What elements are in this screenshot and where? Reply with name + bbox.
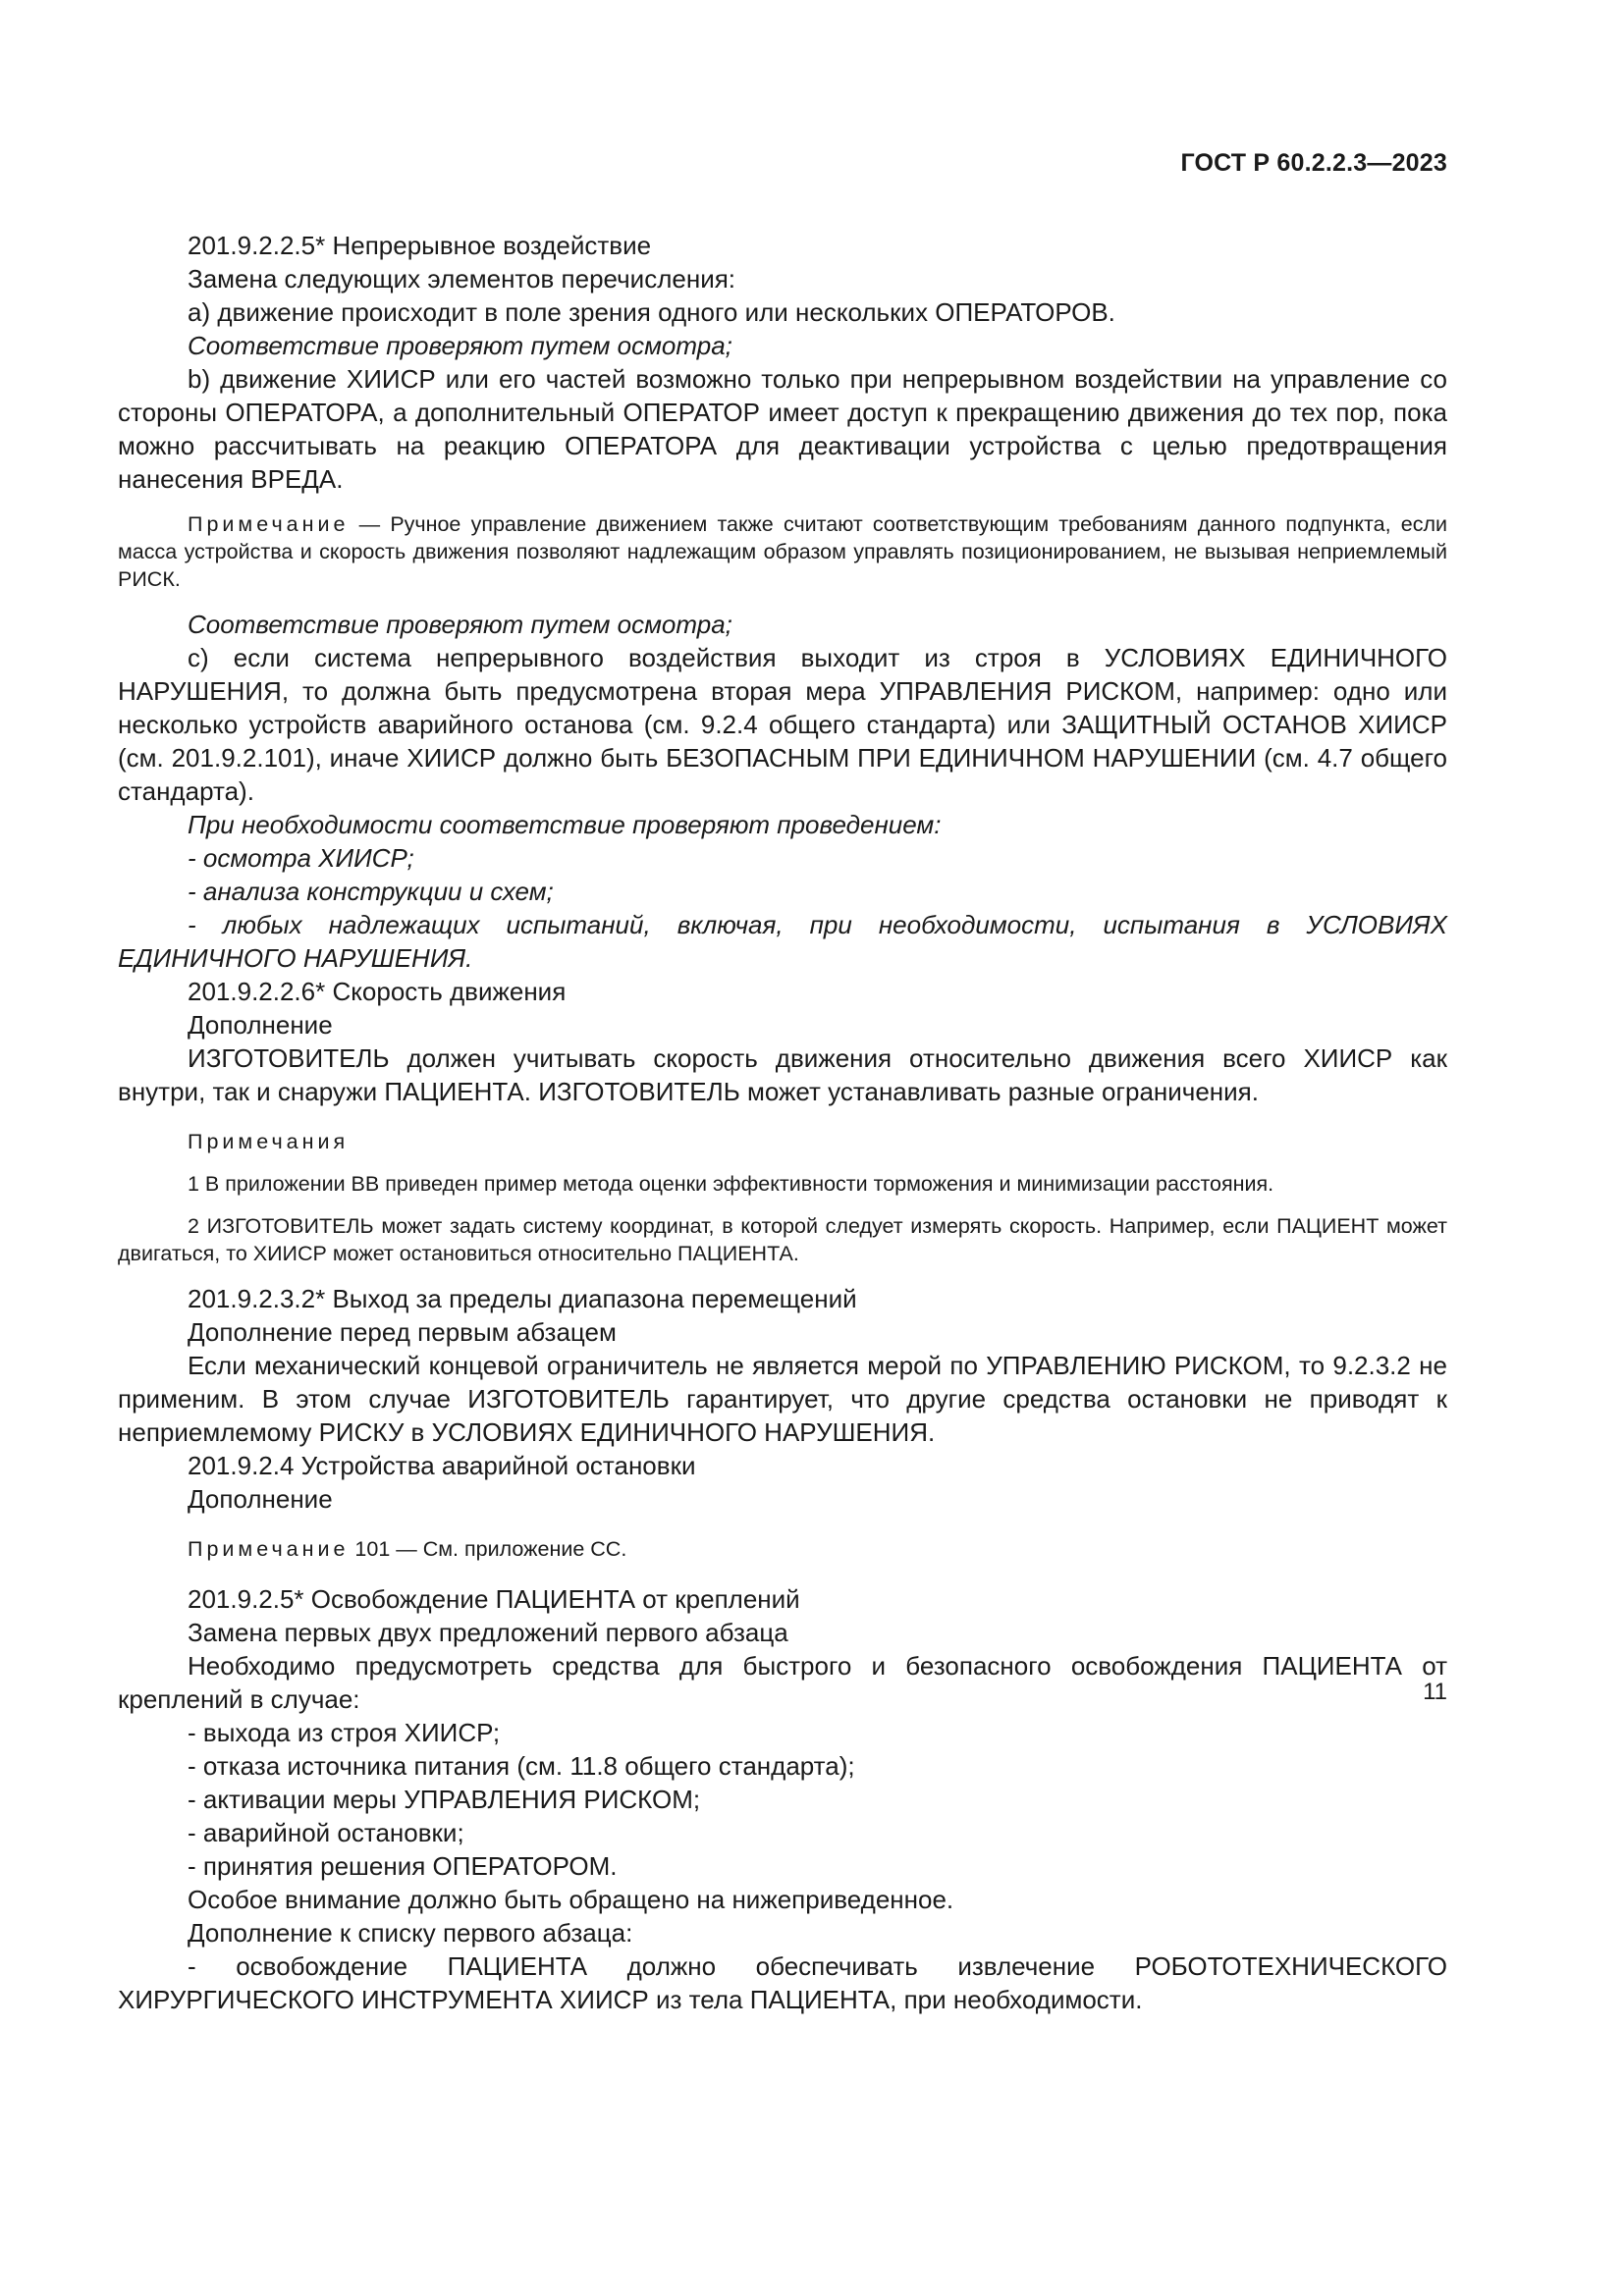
note-label: Примечание bbox=[188, 512, 350, 536]
list-item: - осмотра ХИИСР; bbox=[188, 843, 414, 873]
note-text: — Ручное управление движением также считают соответствующим требованиям данного подпункта, если масса устройства и скорость движения позволяют надлежащим образом управлять позиционированием, не вызывая неприемлемый РИСК. bbox=[118, 512, 1447, 591]
note bbox=[118, 1535, 1447, 1563]
list-item: - анализа конструкции и схем; bbox=[188, 877, 554, 906]
notes-label: Примечания bbox=[188, 1130, 350, 1153]
paragraph: Дополнение bbox=[188, 1010, 333, 1040]
paragraph: Необходимо предусмотреть средства для быстрого и безопасного освобождения ПАЦИЕНТА от креплений в случае: bbox=[118, 1651, 1447, 1714]
document-body bbox=[118, 229, 1447, 2016]
note bbox=[118, 510, 1447, 593]
compliance-check: Соответствие проверяют путем осмотра; bbox=[188, 331, 732, 360]
compliance-check: При необходимости соответствие проверяют проведением: bbox=[188, 810, 942, 839]
compliance-check: Соответствие проверяют путем осмотра; bbox=[188, 610, 732, 639]
list-item: b) движение ХИИСР или его частей возможно только при непрерывном воздействии на управление со стороны ОПЕРАТОРА, а дополнительный ОПЕРАТОР имеет доступ к прекращению движения до тех пор, пока можно рассчитывать на реакцию ОПЕРАТОРА для деактивации устройства с целью предотвращения нанесения ВРЕДА. bbox=[118, 364, 1447, 494]
list-item: - выхода из строя ХИИСР; bbox=[188, 1718, 501, 1747]
list-item: - аварийной остановки; bbox=[188, 1818, 464, 1847]
paragraph: Дополнение к списку первого абзаца: bbox=[188, 1918, 633, 1948]
clause-heading: 201.9.2.5* Освобождение ПАЦИЕНТА от креплений bbox=[188, 1584, 800, 1614]
list-item: - принятия решения ОПЕРАТОРОМ. bbox=[188, 1851, 618, 1881]
note: 2 ИЗГОТОВИТЕЛЬ может задать систему координат, в которой следует измерять скорость. Например, если ПАЦИЕНТ может двигаться, то ХИИСР может остановиться относительно ПАЦИЕНТА. bbox=[118, 1214, 1447, 1265]
paragraph: Дополнение перед первым абзацем bbox=[188, 1317, 617, 1347]
paragraph: ИЗГОТОВИТЕЛЬ должен учитывать скорость движения относительно движения всего ХИИСР как внутри, так и снаружи ПАЦИЕНТА. ИЗГОТОВИТЕЛЬ может устанавливать разные ограничения. bbox=[118, 1043, 1447, 1106]
clause-heading: 201.9.2.3.2* Выход за пределы диапазона перемещений bbox=[188, 1284, 857, 1313]
note-text: 101 — См. приложение СС. bbox=[349, 1537, 627, 1561]
list-item: - отказа источника питания (см. 11.8 общего стандарта); bbox=[188, 1751, 855, 1781]
note-label: Примечание bbox=[188, 1537, 350, 1561]
list-item: - любых надлежащих испытаний, включая, при необходимости, испытания в УСЛОВИЯХ ЕДИНИЧНОГО НАРУШЕНИЯ. bbox=[118, 910, 1447, 973]
paragraph: Замена следующих элементов перечисления: bbox=[188, 264, 736, 294]
paragraph: Если механический концевой ограничитель не является мерой по УПРАВЛЕНИЮ РИСКОМ, то 9.2.3.2 не применим. В этом случае ИЗГОТОВИТЕЛЬ гарантирует, что другие средства остановки не приводят к неприемлемому РИСКУ в УСЛОВИЯХ ЕДИНИЧНОГО НАРУШЕНИЯ. bbox=[118, 1351, 1447, 1447]
clause-heading: 201.9.2.2.6* Скорость движения bbox=[188, 977, 567, 1006]
clause-heading: 201.9.2.4 Устройства аварийной остановки bbox=[188, 1451, 696, 1480]
document-code-header: ГОСТ Р 60.2.2.3—2023 bbox=[1180, 149, 1447, 177]
list-item: а) движение происходит в поле зрения одного или нескольких ОПЕРАТОРОВ. bbox=[188, 297, 1115, 327]
list-item: - активации меры УПРАВЛЕНИЯ РИСКОМ; bbox=[188, 1785, 701, 1814]
list-item: - освобождение ПАЦИЕНТА должно обеспечивать извлечение РОБОТОТЕХНИЧЕСКОГО ХИРУРГИЧЕСКОГО ИНСТРУМЕНТА ХИИСР из тела ПАЦИЕНТА, при необходимости. bbox=[118, 1951, 1447, 2014]
page-number: 11 bbox=[1423, 1679, 1447, 1705]
list-item: с) если система непрерывного воздействия выходит из строя в УСЛОВИЯХ ЕДИНИЧНОГО НАРУШЕНИЯ, то должна быть предусмотрена вторая мера УПРАВЛЕНИЯ РИСКОМ, например: одно или несколько устройств аварийного останова (см. 9.2.4 общего стандарта) или ЗАЩИТНЫЙ ОСТАНОВ ХИИСР (см. 201.9.2.101), иначе ХИИСР должно быть БЕЗОПАСНЫМ ПРИ ЕДИНИЧНОМ НАРУШЕНИИ (см. 4.7 общего стандарта). bbox=[118, 643, 1447, 806]
paragraph: Дополнение bbox=[188, 1484, 333, 1514]
paragraph: Замена первых двух предложений первого абзаца bbox=[188, 1618, 788, 1647]
note: 1 В приложении ВВ приведен пример метода оценки эффективности торможения и минимизации расстояния. bbox=[188, 1172, 1274, 1196]
paragraph: Особое внимание должно быть обращено на нижеприведенное. bbox=[188, 1885, 954, 1914]
clause-heading: 201.9.2.2.5* Непрерывное воздействие bbox=[188, 231, 652, 260]
